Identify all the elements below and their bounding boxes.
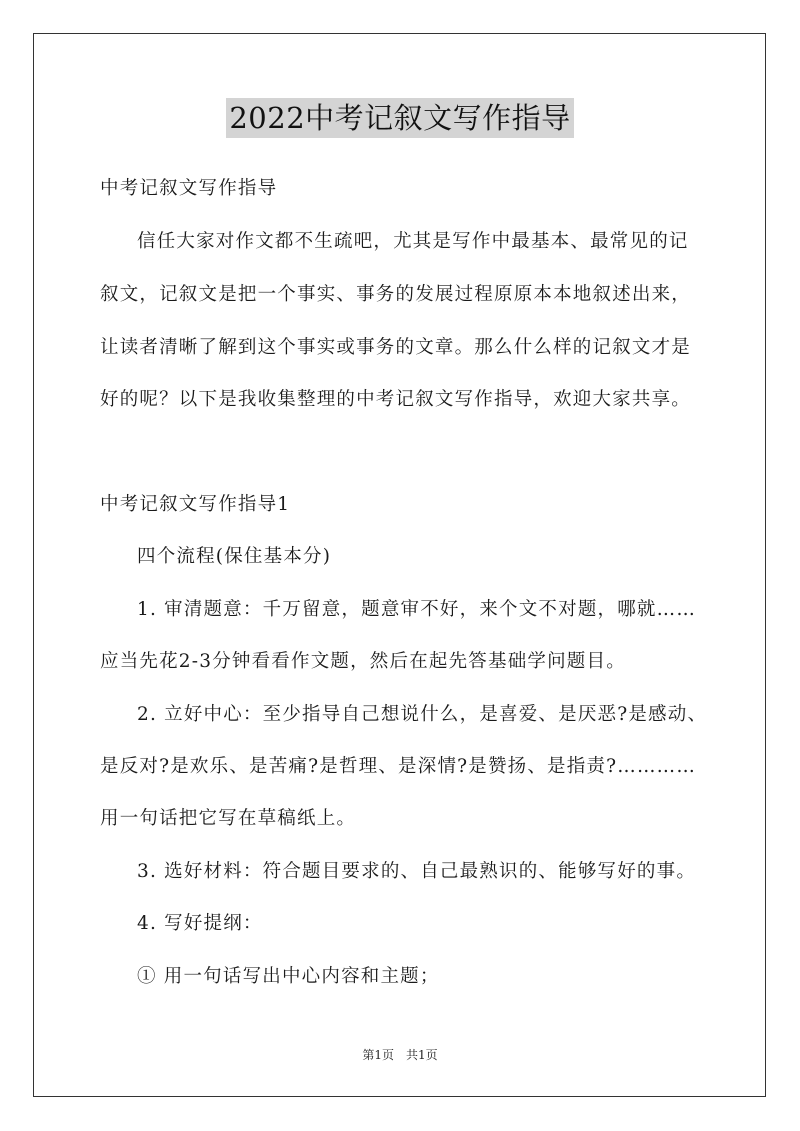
item-line-1: 1. 审清题意：千万留意，题意审不好，来个文不对题，哪就…… [137,599,697,620]
item-line-2: 应当先花2-3分钟看看作文题，然后在起先答基础学问题目。 [100,651,626,672]
intro-line-4: 好的呢？以下是我收集整理的中考记叙文写作指导，欢迎大家共享。 [100,389,692,410]
item-line-7: 4. 写好提纲： [137,913,263,934]
item-line-5: 用一句话把它写在草稿纸上。 [100,808,357,829]
intro-line-2: 叙文，记叙文是把一个事实、事务的发展过程原原本本地叙述出来， [100,284,692,305]
item-line-8: ① 用一句话写出中心内容和主题； [137,966,440,987]
subtitle: 中考记叙文写作指导 [100,178,278,199]
page-number: 第1页 共1页 [362,1048,438,1062]
item-line-3: 2. 立好中心：至少指导自己想说什么，是喜爱、是厌恶?是感动、 [137,704,708,725]
section-heading: 中考记叙文写作指导1 [100,494,291,515]
title-block [0,98,800,138]
intro-line-1: 信任大家对作文都不生疏吧，尤其是写作中最基本、最常见的记 [137,231,689,252]
document-title: 2022中考记叙文写作指导 [226,98,573,138]
intro-line-3: 让读者清晰了解到这个事实或事务的文章。那么什么样的记叙文才是 [100,337,692,358]
section-intro: 四个流程(保住基本分) [137,546,332,567]
item-line-4: 是反对?是欢乐、是苦痛?是哲理、是深情?是赞扬、是指责?………… [100,756,697,777]
item-line-6: 3. 选好材料：符合题目要求的、自己最熟识的、能够写好的事。 [137,861,697,882]
